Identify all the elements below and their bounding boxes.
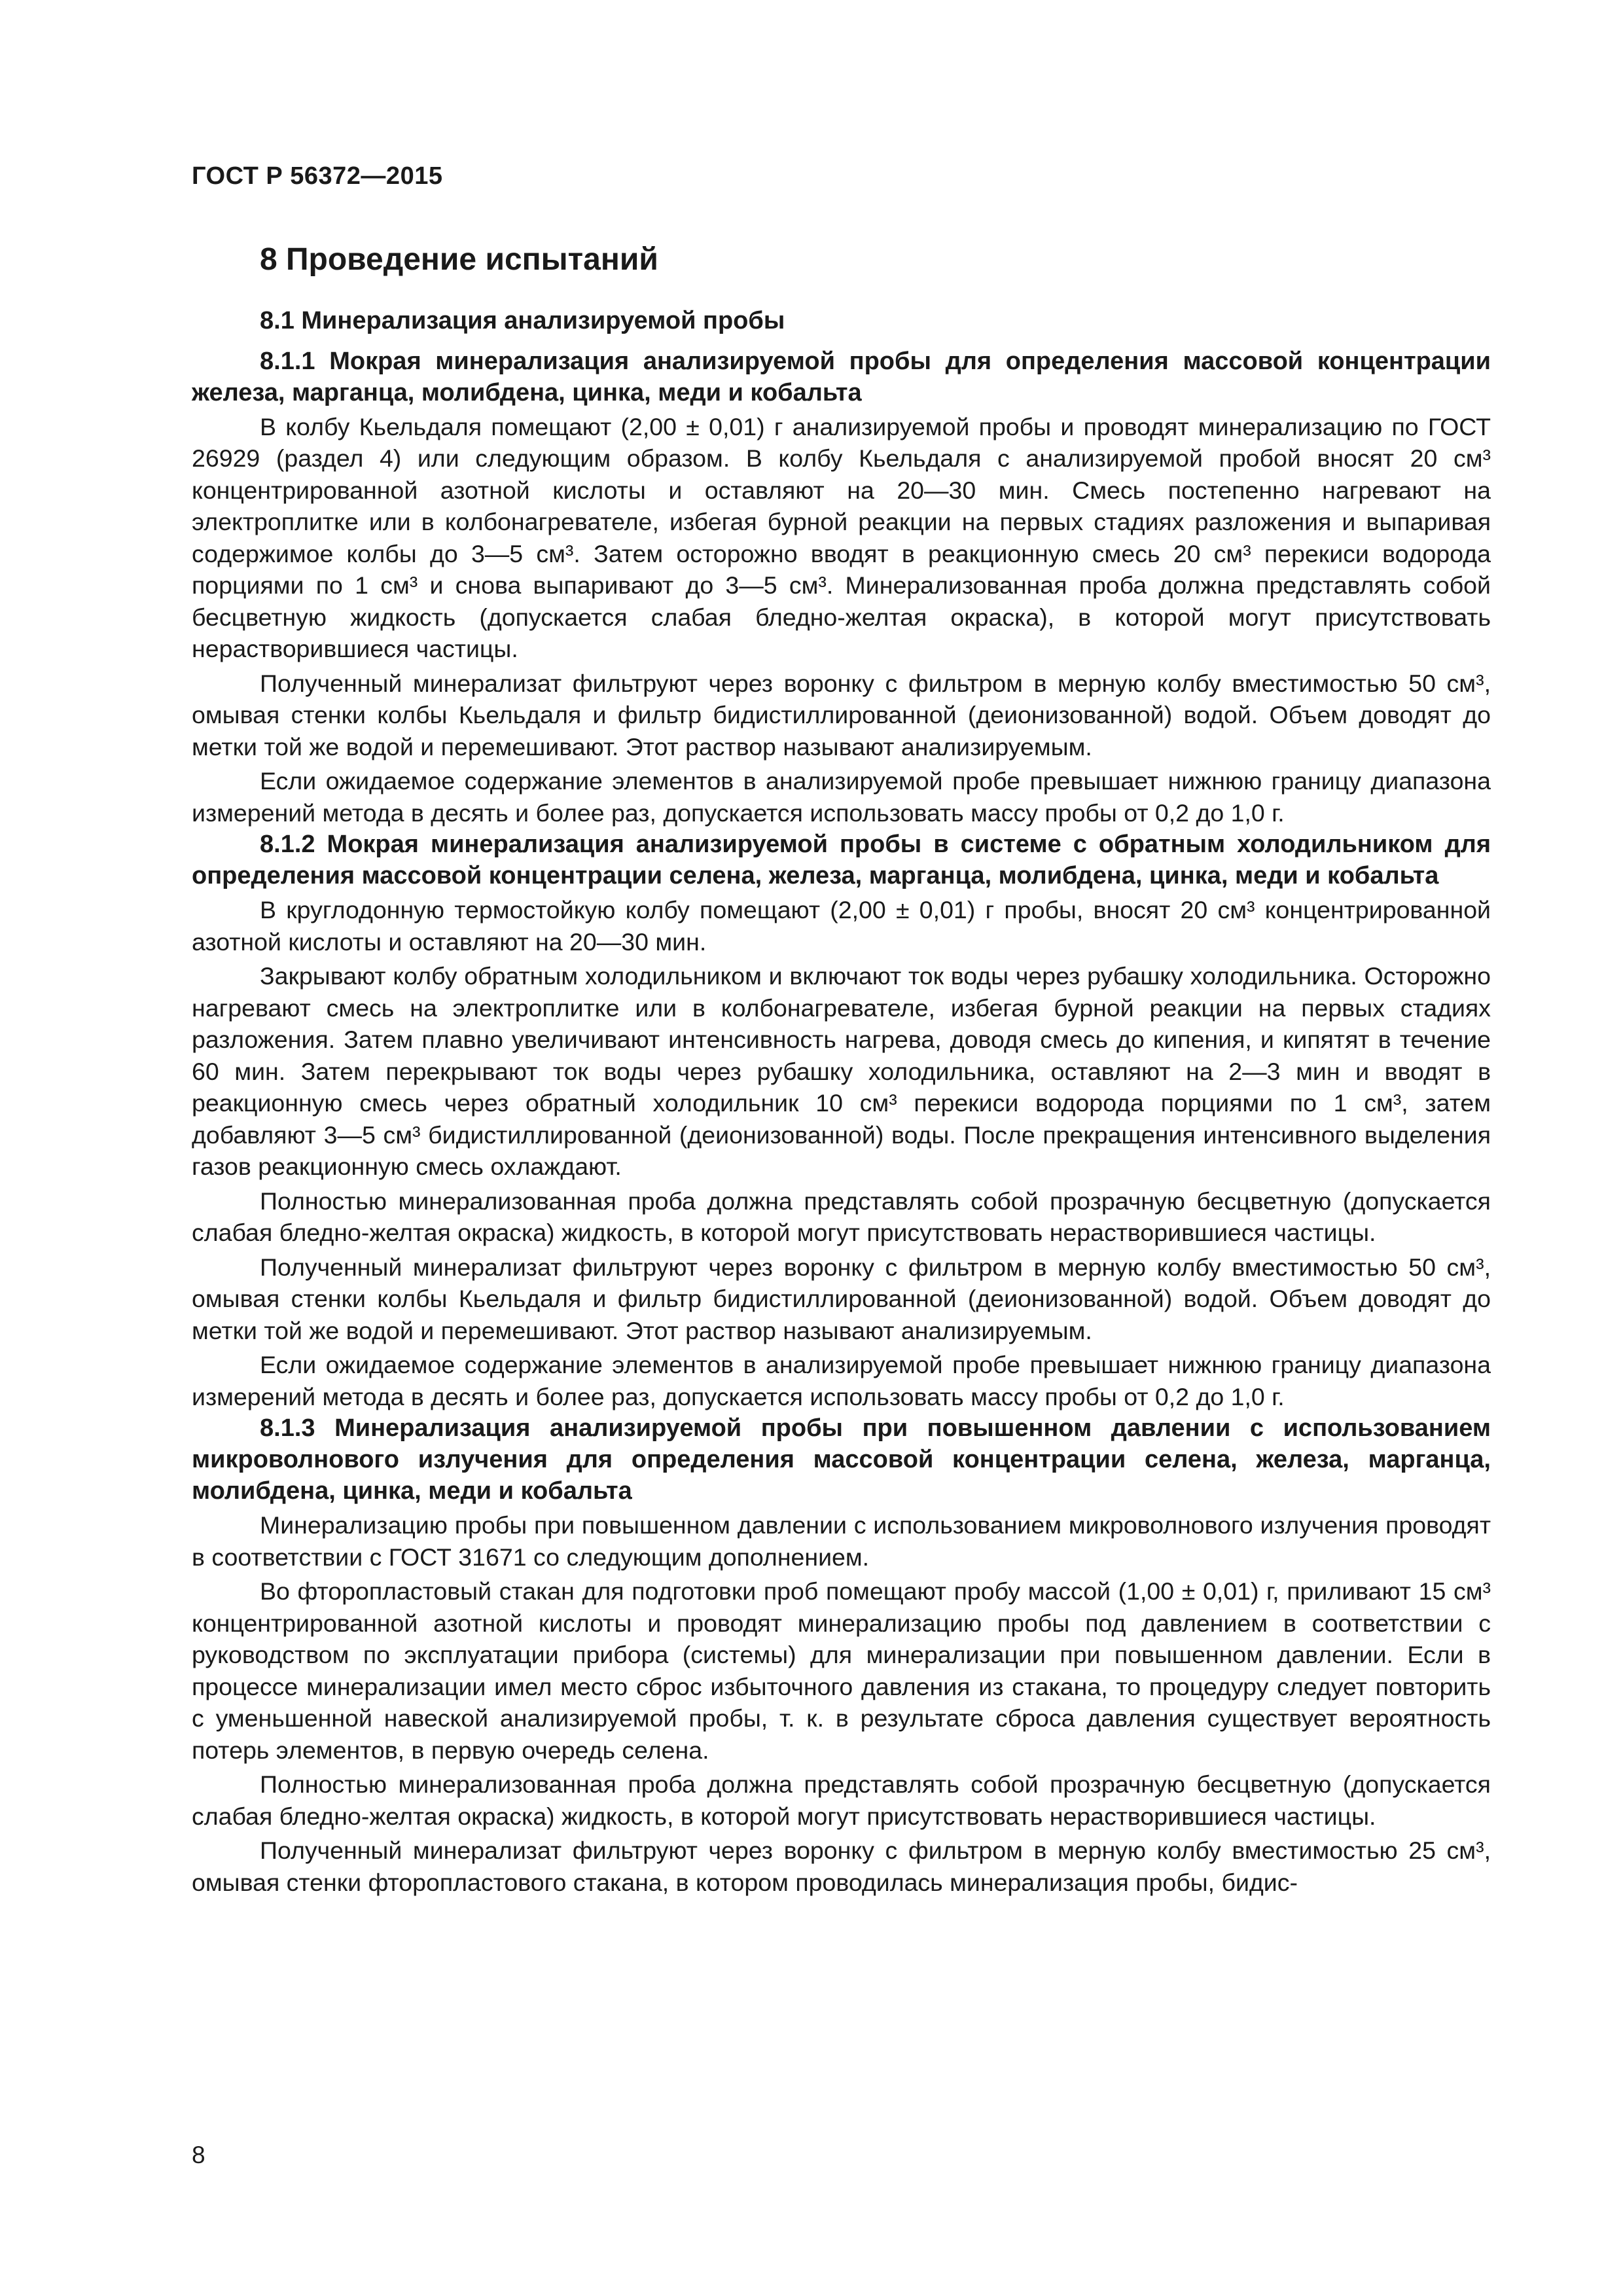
subsection-heading-8-1-1: 8.1.1 Мокрая минерализация анализируемой пробы для определения массовой концентрации железа, марганца, молибдена, цинка, меди и кобальта (192, 347, 1491, 406)
document-body (192, 241, 1491, 1898)
paragraph: Если ожидаемое содержание элементов в анализируемой пробе превышает нижнюю границу диапазона измерений метода в десять и более раз, допускается использовать массу пробы от 0,2 до 1,0 г. (192, 1351, 1491, 1410)
paragraph: Полученный минерализат фильтруют через воронку с фильтром в мерную колбу вместимостью 50 см³, омывая стенки колбы Кьельдаля и фильтр бидистиллированной (деионизованной) водой. Объем доводят до метки той же водой и перемешивают. Этот раствор называют анализируемым. (192, 669, 1491, 761)
section-title: 8 Проведение испытаний (260, 242, 658, 277)
paragraph: Полученный минерализат фильтруют через воронку с фильтром в мерную колбу вместимостью 50 см³, омывая стенки колбы Кьельдаля и фильтр бидистиллированной (деионизованной) водой. Объем доводят до метки той же водой и перемешивают. Этот раствор называют анализируемым. (192, 1253, 1491, 1344)
paragraph: В колбу Кьельдаля помещают (2,00 ± 0,01) г анализируемой пробы и проводят минерализацию по ГОСТ 26929 (раздел 4) или следующим образом. В колбу Кьельдаля с анализируемой пробой вносят 20 см³ концентрированной азотной кислоты и оставляют на 20—30 мин. Смесь постепенно нагревают на электроплитке или в колбонагревателе, избегая бурной реакции на первых стадиях разложения и выпаривая содержимое колбы до 3—5 см³. Затем осторожно вводят в реакционную смесь 20 см³ перекиси водорода порциями по 1 см³ и снова выпаривают до 3—5 см³. Минерализованная проба должна представлять собой бесцветную жидкость (допускается слабая бледно-желтая окраска), в которой могут присутствовать нерастворившиеся частицы. (192, 412, 1491, 663)
subsection-heading-8-1-2: 8.1.2 Мокрая минерализация анализируемой пробы в системе с обратным холодильником для определения массовой концентрации селена, железа, марганца, молибдена, цинка, меди и кобальта (192, 831, 1491, 890)
paragraph: Во фторопластовый стакан для подготовки проб помещают пробу массой (1,00 ± 0,01) г, приливают 15 см³ концентрированной азотной кислоты и проводят минерализацию пробы под давлением в соответствии с руководством по эксплуатации прибора (системы) для минерализации при повышенном давлении. Если в процессе минерализации имел место сброс избыточного давления из стакана, то процедуру следует повторить с уменьшенной навеской анализируемой пробы, т. к. в результате сброса давления существует вероятность потерь элементов, в первую очередь селена. (192, 1577, 1491, 1764)
paragraph: Полностью минерализованная проба должна представлять собой прозрачную бесцветную (допускается слабая бледно-желтая окраска) жидкость, в которой могут присутствовать нерастворившиеся частицы. (192, 1770, 1491, 1830)
subsection-heading-8-1: 8.1 Минерализация анализируемой пробы (260, 306, 785, 334)
paragraph: Полученный минерализат фильтруют через воронку с фильтром в мерную колбу вместимостью 25 см³, омывая стенки фторопластового стакана, в котором проводилась минерализация пробы, бидис- (192, 1837, 1491, 1896)
paragraph: Если ожидаемое содержание элементов в анализируемой пробе превышает нижнюю границу диапазона измерений метода в десять и более раз, допускается использовать массу пробы от 0,2 до 1,0 г. (192, 767, 1491, 827)
paragraph: Минерализацию пробы при повышенном давлении с использованием микроволнового излучения проводят в соответствии с ГОСТ 31671 со следующим дополнением. (192, 1511, 1491, 1571)
document-header: ГОСТ Р 56372—2015 (192, 162, 443, 190)
paragraph: Закрывают колбу обратным холодильником и включают ток воды через рубашку холодильника. Осторожно нагревают смесь на электроплитке или в колбонагревателе, избегая бурной реакции на первых стадиях разложения. Затем плавно увеличивают интенсивность нагрева, доводя смесь до кипения, и кипятят в течение 60 мин. Затем перекрывают ток воды через рубашку холодильника, оставляют на 2—3 мин и вводят в реакционную смесь через обратный холодильник 10 см³ перекиси водорода порциями по 1 см³, затем добавляют 3—5 см³ бидистиллированной (деионизованной) воды. После прекращения интенсивного выделения газов реакционную смесь охлаждают. (192, 962, 1491, 1181)
page-number: 8 (192, 2142, 205, 2168)
subsection-heading-8-1-3: 8.1.3 Минерализация анализируемой пробы при повышенном давлении с использованием микроволнового излучения для определения массовой концентрации селена, железа, марганца, молибдена, цинка, меди и кобальта (192, 1414, 1491, 1505)
paragraph: В круглодонную термостойкую колбу помещают (2,00 ± 0,01) г пробы, вносят 20 см³ концентрированной азотной кислоты и оставляют на 20—30 мин. (192, 896, 1491, 956)
paragraph: Полностью минерализованная проба должна представлять собой прозрачную бесцветную (допускается слабая бледно-желтая окраска) жидкость, в которой могут присутствовать нерастворившиеся частицы. (192, 1187, 1491, 1247)
